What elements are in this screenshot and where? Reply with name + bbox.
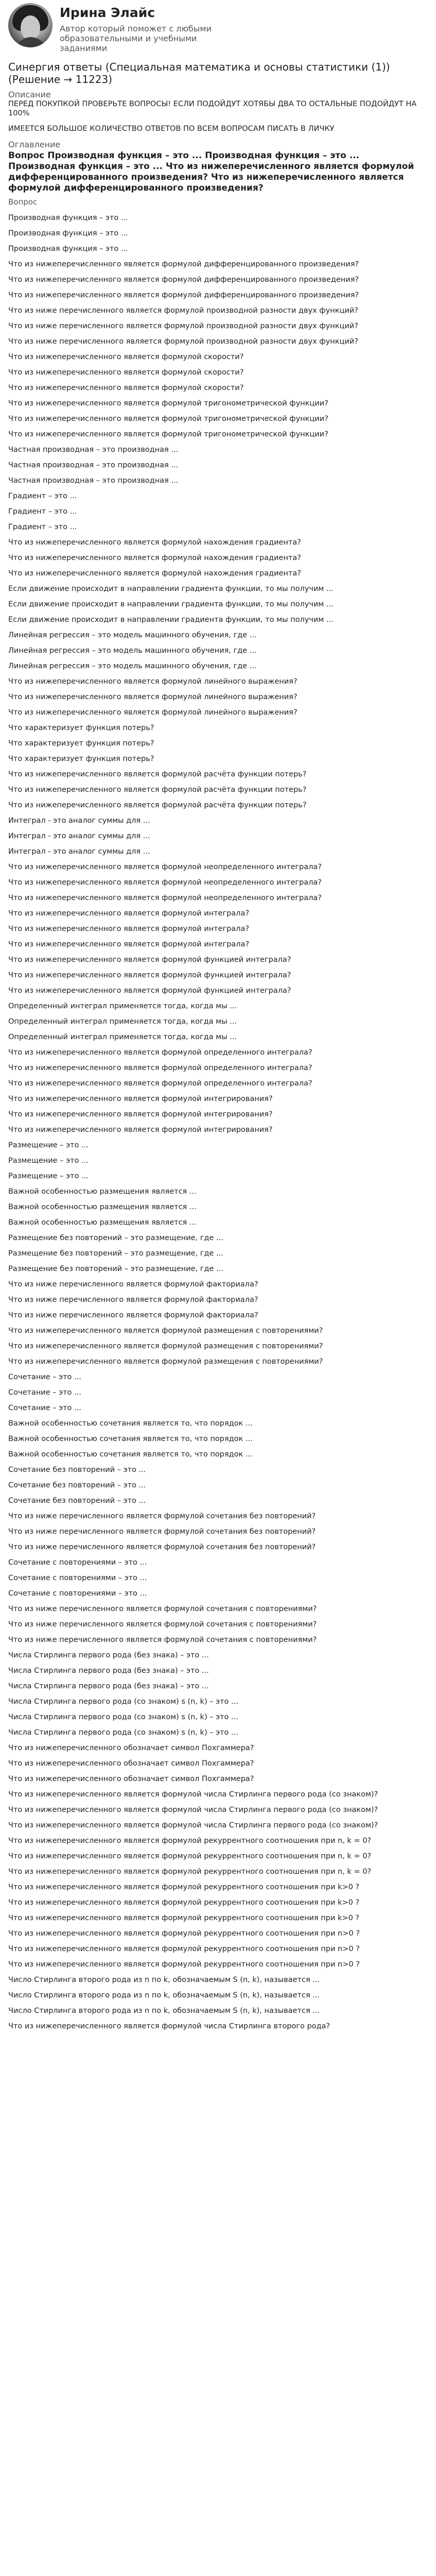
question-item: Что из ниже перечисленного является формулой сочетания с повторениями?: [8, 1620, 317, 1629]
question-item: Что из ниже перечисленного является формулой производной разности двух функций?: [8, 337, 358, 346]
question-item: Что из нижеперечисленного является формулой функцией интеграла?: [8, 987, 291, 995]
question-item: Что из нижеперечисленного является формулой функцией интеграла?: [8, 956, 291, 964]
question-item: Интеграл - это аналог суммы для ...: [8, 817, 150, 825]
question-item: Размещение без повторений – это размещение, где ...: [8, 1265, 223, 1273]
question-item: Частная производная – это производная ...: [8, 446, 179, 454]
question-item: Числа Стирлинга первого рода (без знака) – это ...: [8, 1651, 209, 1659]
question-item: Линейная регрессия – это модель машинного обучения, где ...: [8, 647, 257, 655]
question-item: Что из нижеперечисленного является формулой определенного интеграла?: [8, 1064, 312, 1072]
author-name[interactable]: Ирина Элайс: [60, 5, 155, 20]
author-block: [8, 0, 428, 57]
author-info: [60, 3, 245, 53]
question-item: Что из нижеперечисленного является формулой размещения с повторениями?: [8, 1358, 323, 1366]
question-item: Если движение происходит в направлении градиента функции, то мы получим ...: [8, 616, 334, 624]
question-item: Что из нижеперечисленного является формулой интегрирования?: [8, 1110, 273, 1118]
question-item: Важной особенностью размещения является ...: [8, 1188, 197, 1196]
question-item: Градиент – это ...: [8, 492, 77, 500]
question-item: Что характеризует функция потерь?: [8, 755, 154, 763]
question-item: Числа Стирлинга первого рода (без знака) – это ...: [8, 1682, 209, 1690]
questions-label: Вопрос: [8, 197, 38, 207]
author-description: Автор который поможет с любыми образовательными и учебными заданиями: [60, 24, 212, 53]
question-item: Что из нижеперечисленного является формулой линейного выражения?: [8, 693, 298, 701]
question-item: Сочетание с повторениями – это ...: [8, 1558, 147, 1567]
question-item: Что из нижеперечисленного является формулой интеграла?: [8, 909, 250, 918]
question-item: Что характеризует функция потерь?: [8, 739, 154, 748]
question-item: Что из нижеперечисленного является формулой неопределенного интеграла?: [8, 894, 322, 902]
question-item: Важной особенностью сочетания является то, что порядок ...: [8, 1435, 253, 1443]
question-item: Что из нижеперечисленного является формулой дифференцированного произведения?: [8, 260, 359, 268]
question-item: Что из нижеперечисленного является формулой определенного интеграла?: [8, 1079, 312, 1088]
question-item: Что из нижеперечисленного является формулой рекуррентного соотношения при n, k = 0?: [8, 1837, 372, 1845]
question-item: Важной особенностью сочетания является то, что порядок ...: [8, 1419, 253, 1428]
question-item: Что из ниже перечисленного является формулой факториала?: [8, 1311, 258, 1319]
question-item: Размещение без повторений – это размещение, где ...: [8, 1249, 223, 1258]
question-item: Сочетание – это ...: [8, 1404, 81, 1412]
question-item: Частная производная – это производная ...: [8, 461, 179, 469]
question-item: Что из нижеперечисленного является формулой скорости?: [8, 368, 244, 377]
question-item: Что из нижеперечисленного является формулой рекуррентного соотношения при n>0 ?: [8, 1960, 360, 1969]
question-item: Что из нижеперечисленного является формулой скорости?: [8, 353, 244, 361]
question-item: Что из нижеперечисленного является формулой размещения с повторениями?: [8, 1342, 323, 1350]
question-item: Что из ниже перечисленного является формулой сочетания с повторениями?: [8, 1605, 317, 1613]
question-item: Линейная регрессия – это модель машинного обучения, где ...: [8, 662, 257, 670]
question-item: Что из нижеперечисленного является формулой тригонометрической функции?: [8, 399, 328, 408]
description: [8, 99, 428, 133]
question-item: Частная производная – это производная ...: [8, 477, 179, 485]
question-item: Сочетание без повторений – это ...: [8, 1481, 146, 1489]
question-item: Что из нижеперечисленного является формулой рекуррентного соотношения при n, k = 0?: [8, 1868, 372, 1876]
question-item: Что из нижеперечисленного является формулой числа Стирлинга первого рода (со знаком)?: [8, 1806, 378, 1814]
page-title: Синергия ответы (Специальная математика и основы статистики (1)) (Решение → 11223): [8, 61, 390, 86]
question-item: Что из ниже перечисленного является формулой факториала?: [8, 1296, 258, 1304]
question-item: Что из нижеперечисленного является формулой нахождения градиента?: [8, 569, 301, 578]
question-item: Градиент – это ...: [8, 523, 77, 531]
question-item: Что из нижеперечисленного является формулой интеграла?: [8, 940, 250, 948]
question-item: Производная функция – это ...: [8, 229, 128, 238]
author-avatar[interactable]: [8, 3, 53, 47]
question-item: Производная функция – это ...: [8, 214, 128, 222]
question-item: Число Стирлинга второго рода из n по k, обозначаемым S (n, k), называется ...: [8, 2007, 320, 2015]
question-item: Что из нижеперечисленного является формулой размещения с повторениями?: [8, 1327, 323, 1335]
question-item: Что из нижеперечисленного является формулой неопределенного интеграла?: [8, 863, 322, 871]
question-item: Число Стирлинга второго рода из n по k, обозначаемым S (n, k), называется ...: [8, 1991, 320, 1999]
question-list: [8, 213, 428, 2031]
question-item: Что из нижеперечисленного является формулой интегрирования?: [8, 1095, 273, 1103]
question-item: Числа Стирлинга первого рода (со знаком) s (n, k) – это ...: [8, 1728, 238, 1737]
toc-label: Оглавление: [8, 140, 61, 149]
question-item: Что из нижеперечисленного является формулой тригонометрической функции?: [8, 430, 328, 438]
question-item: Что из нижеперечисленного является формулой интегрирования?: [8, 1126, 273, 1134]
question-item: Что из нижеперечисленного является формулой линейного выражения?: [8, 677, 298, 686]
question-item: Определенный интеграл применяется тогда, когда мы ...: [8, 1002, 237, 1010]
question-item: Что из нижеперечисленного является формулой рекуррентного соотношения при n>0 ?: [8, 1929, 360, 1938]
question-item: Размещение – это ...: [8, 1141, 89, 1149]
question-item: Что из ниже перечисленного является формулой сочетания без повторений?: [8, 1543, 316, 1551]
description-line: ПЕРЕД ПОКУПКОЙ ПРОВЕРЬТЕ ВОПРОСЫ! ЕСЛИ ПОДОЙДУТ ХОТЯБЫ ДВА ТО ОСТАЛЬНЫЕ ПОДОЙДУТ НА 100%: [8, 100, 417, 117]
question-item: Сочетание с повторениями – это ...: [8, 1589, 147, 1598]
question-item: Что из нижеперечисленного является формулой числа Стирлинга первого рода (со знаком)?: [8, 1790, 378, 1799]
question-item: Что из нижеперечисленного является формулой числа Стирлинга первого рода (со знаком)?: [8, 1821, 378, 1829]
question-item: Если движение происходит в направлении градиента функции, то мы получим ...: [8, 585, 334, 593]
question-item: Интеграл - это аналог суммы для ...: [8, 832, 150, 840]
question-item: Что из нижеперечисленного является формулой нахождения градиента?: [8, 538, 301, 547]
question-item: Производная функция – это ...: [8, 245, 128, 253]
avatar-face: [21, 15, 40, 40]
question-item: Что из ниже перечисленного является формулой производной разности двух функций?: [8, 307, 358, 315]
question-item: Сочетание с повторениями – это ...: [8, 1574, 147, 1582]
description-label: Описание: [8, 90, 51, 99]
question-item: Что из нижеперечисленного обозначает символ Похгаммера?: [8, 1744, 254, 1752]
question-item: Что из ниже перечисленного является формулой сочетания с повторениями?: [8, 1636, 317, 1644]
question-item: Что из нижеперечисленного является формулой неопределенного интеграла?: [8, 878, 322, 887]
question-item: Число Стирлинга второго рода из n по k, обозначаемым S (n, k), называется ...: [8, 1976, 320, 1984]
question-item: Линейная регрессия – это модель машинного обучения, где ...: [8, 631, 257, 639]
question-item: Что из нижеперечисленного является формулой дифференцированного произведения?: [8, 276, 359, 284]
question-item: Что из нижеперечисленного является формулой определенного интеграла?: [8, 1048, 312, 1057]
question-item: Что из нижеперечисленного является формулой рекуррентного соотношения при n>0 ?: [8, 1945, 360, 1953]
question-item: Что из нижеперечисленного является формулой рекуррентного соотношения при n, k = 0?: [8, 1852, 372, 1860]
question-item: Что из нижеперечисленного обозначает символ Похгаммера?: [8, 1775, 254, 1783]
question-item: Числа Стирлинга первого рода (со знаком) s (n, k) – это ...: [8, 1713, 238, 1721]
question-item: Что из нижеперечисленного является формулой расчёта функции потерь?: [8, 786, 307, 794]
question-item: Важной особенностью размещения является ...: [8, 1203, 197, 1211]
question-item: Если движение происходит в направлении градиента функции, то мы получим ...: [8, 600, 334, 608]
question-item: Что из нижеперечисленного является формулой интеграла?: [8, 925, 250, 933]
question-item: Интеграл - это аналог суммы для ...: [8, 848, 150, 856]
question-item: Определенный интеграл применяется тогда, когда мы ...: [8, 1018, 237, 1026]
question-item: Что из нижеперечисленного является формулой расчёта функции потерь?: [8, 801, 307, 809]
avatar-shoulders: [15, 37, 46, 47]
question-item: Что характеризует функция потерь?: [8, 724, 154, 732]
question-item: Размещение без повторений – это размещение, где ...: [8, 1234, 223, 1242]
question-item: Что из нижеперечисленного является формулой числа Стирлинга второго рода?: [8, 2022, 330, 2030]
question-item: Что из ниже перечисленного является формулой сочетания без повторений?: [8, 1512, 316, 1520]
question-item: Размещение – это ...: [8, 1157, 89, 1165]
question-item: Что из нижеперечисленного является формулой расчёта функции потерь?: [8, 770, 307, 778]
question-item: Что из нижеперечисленного является формулой рекуррентного соотношения при k>0 ?: [8, 1899, 360, 1907]
question-item: Что из нижеперечисленного является формулой скорости?: [8, 384, 244, 392]
question-item: Сочетание без повторений – это ...: [8, 1497, 146, 1505]
description-line: ИМЕЕТСЯ БОЛЬШОЕ КОЛИЧЕСТВО ОТВЕТОВ ПО ВСЕМ ВОПРОСАМ ПИСАТЬ В ЛИЧКУ: [8, 125, 335, 133]
question-item: Числа Стирлинга первого рода (без знака) – это ...: [8, 1667, 209, 1675]
question-item: Что из нижеперечисленного является формулой линейного выражения?: [8, 708, 298, 717]
question-item: Сочетание – это ...: [8, 1373, 81, 1381]
question-item: Что из нижеперечисленного является формулой рекуррентного соотношения при k>0 ?: [8, 1883, 360, 1891]
question-item: Что из ниже перечисленного является формулой сочетания без повторений?: [8, 1528, 316, 1536]
question-item: Размещение – это ...: [8, 1172, 89, 1180]
question-item: Сочетание без повторений – это ...: [8, 1466, 146, 1474]
question-item: Что из нижеперечисленного является формулой рекуррентного соотношения при k>0 ?: [8, 1914, 360, 1922]
question-item: Что из нижеперечисленного является формулой дифференцированного произведения?: [8, 291, 359, 299]
question-item: Что из нижеперечисленного обозначает символ Похгаммера?: [8, 1759, 254, 1768]
question-item: Что из нижеперечисленного является формулой функцией интеграла?: [8, 971, 291, 979]
question-item: Важной особенностью размещения является ...: [8, 1218, 197, 1227]
question-item: Что из нижеперечисленного является формулой тригонометрической функции?: [8, 415, 328, 423]
question-item: Что из ниже перечисленного является формулой факториала?: [8, 1280, 258, 1289]
toc-heading: Вопрос Производная функция – это ... Производная функция – это ... Производная функция – это ... Что из нижеперечисленного является формулой дифференцированного произведения? Что из нижеперечисленного является формулой дифференцированного произведения?: [8, 150, 414, 193]
question-item: Сочетание – это ...: [8, 1388, 81, 1397]
question-item: Определенный интеграл применяется тогда, когда мы ...: [8, 1033, 237, 1041]
question-item: Числа Стирлинга первого рода (со знаком) s (n, k) – это ...: [8, 1698, 238, 1706]
question-item: Градиент – это ...: [8, 507, 77, 516]
question-item: Что из нижеперечисленного является формулой нахождения градиента?: [8, 554, 301, 562]
question-item: Важной особенностью сочетания является то, что порядок ...: [8, 1450, 253, 1459]
question-item: Что из ниже перечисленного является формулой производной разности двух функций?: [8, 322, 358, 330]
